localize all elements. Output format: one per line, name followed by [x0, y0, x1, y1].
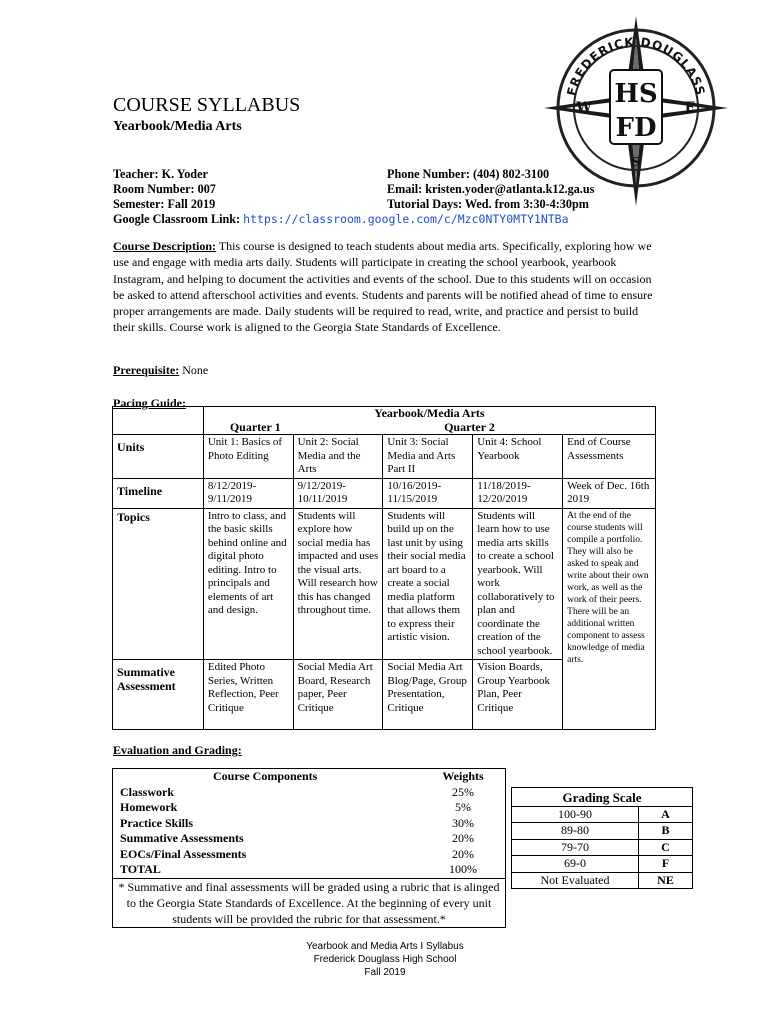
grade-range: 100-90 [512, 806, 639, 823]
tutorial-days: Tutorial Days: Wed. from 3:30-4:30pm [387, 197, 589, 211]
component-weight: 5% [455, 800, 471, 814]
grade-letter: NE [639, 872, 693, 889]
course-description-text: This course is designed to teach students about media arts. Specifically, exploring how we use and engage with media arts daily. Students will participate in creating the school yearbook, yearbook Instagram, and helping to document the activities and events of the school. Due to this students will on occasion be asked to attend afterschool activities and events. Students and parents will be notified ahead of time to ensure proper arrangements are made. Daily students will be required to read, write, and practice and persist to build their skills. Course work is aligned to the Georgia State Standards of Excellence. [113, 239, 653, 335]
component-name: Summative Assessments [120, 831, 244, 845]
logo-letter-east: E [684, 100, 696, 116]
table-cell: Students will explore how social media has impacted and uses the visual arts. Will research how this has changed throughout time. [293, 508, 383, 660]
table-cell: 11/18/2019-12/20/2019 [473, 478, 563, 508]
table-cell: Unit 1: Basics of Photo Editing [203, 435, 293, 479]
table-row [113, 862, 505, 878]
table-row [113, 785, 505, 801]
phone-number: Phone Number: (404) 802-3100 [387, 167, 550, 181]
component-name: Classwork [120, 784, 175, 799]
grade-letter: C [639, 839, 693, 856]
classroom-link[interactable]: https://classroom.google.com/c/Mzc0NTY0MTY1NTBa [243, 212, 569, 226]
logo-monogram-bottom: FD [615, 113, 657, 143]
teacher-name: Teacher: K. Yoder [113, 167, 208, 181]
grade-range: 79-70 [512, 839, 639, 856]
table-cell: Edited Photo Series, Written Reflection, Peer Critique [203, 660, 293, 730]
grade-range: 89-80 [512, 823, 639, 840]
table-row [113, 800, 505, 816]
table-cell: At the end of the course students will compile a portfolio. They will also be asked to speak and write about their own work, as well as the work of their peers. There will be an additional written component to assess knowledge of media arts. [563, 508, 656, 730]
grading-scale-title: Grading Scale [512, 788, 693, 807]
pacing-table-title: Yearbook/Media Arts [374, 406, 485, 420]
table-cell: 9/12/2019-10/11/2019 [293, 478, 383, 508]
table-row [113, 831, 505, 847]
evaluation-heading: Evaluation and Grading: [113, 743, 242, 757]
table-row [512, 823, 693, 840]
page-footer [0, 940, 770, 979]
table-row [113, 769, 505, 785]
row-label-units: Units [113, 435, 204, 479]
table-row [113, 508, 656, 660]
evaluation-note: * Summative and final assessments will be graded using a rubric that is alinged to the Georgia State Standards of Excellence. At the beginning of every unit students will be provided the rubric for that assessment.* [113, 878, 505, 927]
component-weight: 25% [452, 784, 474, 799]
grade-range: Not Evaluated [512, 872, 639, 889]
component-weight: 30% [452, 815, 474, 830]
component-weight: 100% [449, 862, 477, 876]
pacing-header-row [113, 407, 656, 435]
footer-line-3: Fall 2019 [364, 967, 406, 978]
component-weight: 20% [452, 846, 474, 861]
logo-arc-text: FREDERICK DOUGLASS [564, 34, 708, 98]
grade-letter: B [639, 823, 693, 840]
table-cell: Intro to class, and the basic skills behind online and digital photo editing. Intro to principals and elements of art and design. [203, 508, 293, 660]
prerequisite-value: None [179, 363, 209, 377]
logo-letter-west: W [576, 100, 592, 116]
grade-letter: F [639, 856, 693, 873]
table-cell: Unit 3: Social Media and Arts Part II [383, 435, 473, 479]
quarter-1-label: Quarter 1 [229, 419, 281, 434]
grading-scale-table [511, 787, 693, 889]
table-cell: Students will build up on the last unit by using their social media art board to a create a social media platform that allows them to express their artistic vision. [383, 508, 473, 660]
components-header: Course Components [213, 769, 318, 783]
evaluation-table-box [112, 768, 506, 928]
table-cell: End of Course Assessments [563, 435, 656, 479]
table-cell: 8/12/2019-9/11/2019 [203, 478, 293, 508]
pacing-table-title-cell [203, 407, 655, 435]
table-row [512, 839, 693, 856]
quarter-2-label: Quarter 2 [444, 419, 495, 434]
pacing-guide-heading: Pacing Guide: [113, 396, 187, 410]
table-row [113, 816, 505, 832]
row-label-timeline: Timeline [113, 478, 204, 508]
component-name: EOCs/Final Assessments [120, 846, 247, 861]
table-row [113, 435, 656, 479]
component-name: TOTAL [120, 862, 161, 876]
semester: Semester: Fall 2019 [113, 197, 216, 211]
table-cell: Social Media Art Board, Research paper, Peer Critique [293, 660, 383, 730]
footer-line-1: Yearbook and Media Arts I Syllabus [306, 941, 464, 952]
table-row [113, 847, 505, 863]
classroom-link-label: Google Classroom Link: [113, 212, 244, 226]
component-name: Homework [120, 800, 178, 814]
course-description [113, 238, 653, 336]
grade-letter: A [639, 806, 693, 823]
table-cell: Week of Dec. 16th 2019 [563, 478, 656, 508]
table-cell: Students will learn how to use media arts skills to create a school yearbook. Will work collaboratively to plan and coordinate the creation of the school yearbook. [473, 508, 563, 660]
row-label-topics: Topics [113, 508, 204, 660]
weights-header: Weights [442, 769, 484, 783]
logo-monogram-top: HS [614, 79, 658, 109]
prerequisite [113, 363, 208, 378]
email-address[interactable]: Email: kristen.yoder@atlanta.k12.ga.us [387, 182, 595, 196]
table-cell: Unit 4: School Yearbook [473, 435, 563, 479]
course-description-label: Course Description: [113, 239, 216, 253]
course-subtitle: Yearbook/Media Arts [113, 119, 242, 134]
table-cell: 10/16/2019-11/15/2019 [383, 478, 473, 508]
footer-line-2: Frederick Douglass High School [313, 954, 457, 965]
table-row [512, 856, 693, 873]
table-cell: Social Media Art Blog/Page, Group Presentation, Critique [383, 660, 473, 730]
evaluation-table [113, 769, 505, 878]
component-name: Practice Skills [120, 815, 193, 830]
table-row [512, 872, 693, 889]
table-row [512, 806, 693, 823]
table-cell: Vision Boards, Group Yearbook Plan, Peer Critique [473, 660, 563, 730]
component-weight: 20% [452, 831, 474, 845]
pacing-guide-table [112, 406, 656, 730]
logo-letter-south: S [631, 155, 641, 169]
classroom-link-row [113, 212, 569, 227]
grade-range: 69-0 [512, 856, 639, 873]
table-row [512, 788, 693, 807]
row-label-summative: Summative Assessment [113, 660, 204, 730]
table-cell: Unit 2: Social Media and the Arts [293, 435, 383, 479]
prerequisite-label: Prerequisite: [113, 363, 180, 377]
page-title: COURSE SYLLABUS [113, 94, 301, 116]
table-row [113, 478, 656, 508]
room-number: Room Number: 007 [113, 182, 216, 196]
